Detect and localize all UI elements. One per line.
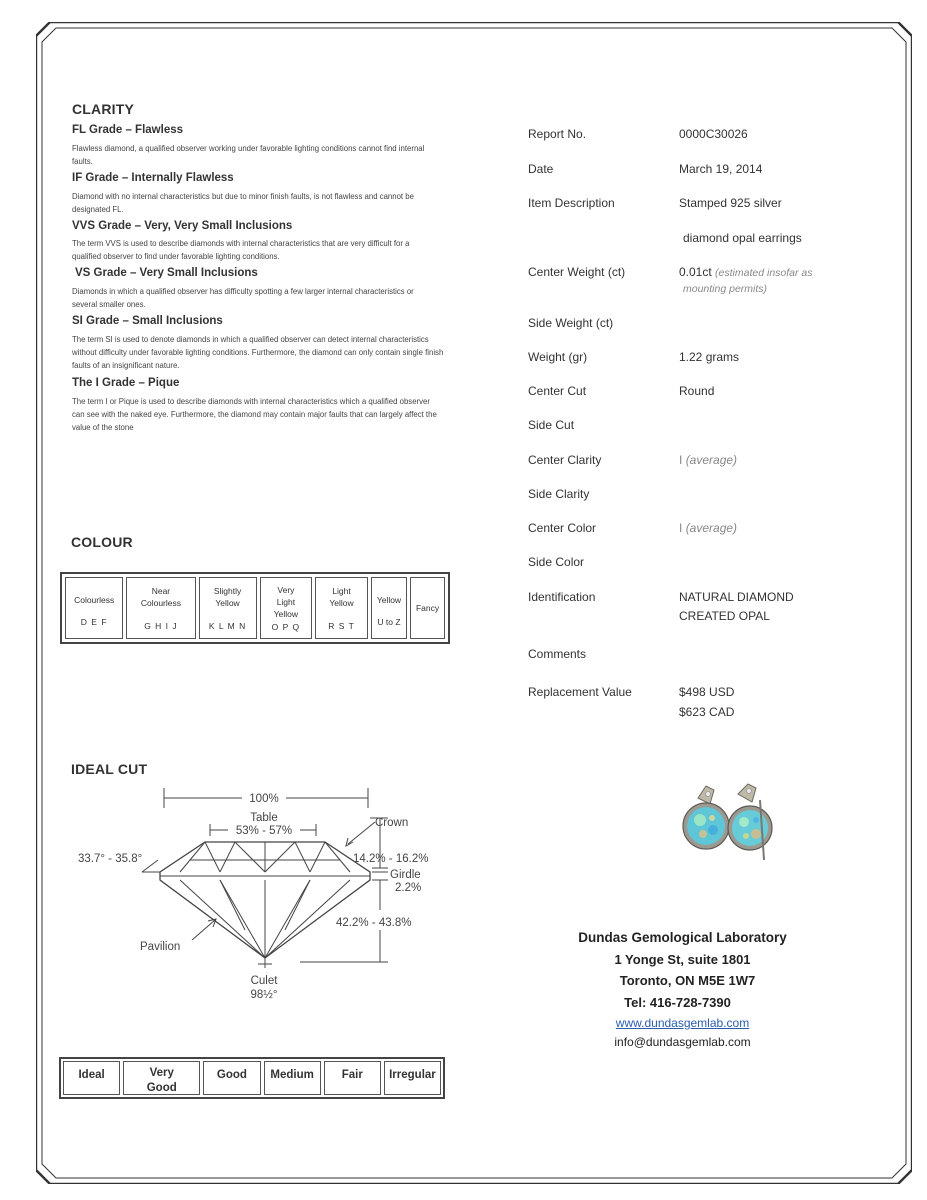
colour-name: Very Light Yellow <box>273 585 299 619</box>
replacement-value-label: Replacement Value <box>528 685 632 699</box>
table-range: 53% - 57% <box>235 825 293 837</box>
ideal-cut-heading: IDEAL CUT <box>71 761 148 777</box>
side-color-label: Side Color <box>528 555 585 569</box>
lab-address-1: 1 Yonge St, suite 1801 <box>614 952 751 967</box>
colour-grades: U to Z <box>377 617 401 627</box>
replacement-value-cad: $623 CAD <box>679 705 735 719</box>
culet-value: 98½° <box>250 989 278 1001</box>
culet-label: Culet <box>250 975 278 987</box>
weight-value: 1.22 grams <box>679 350 740 364</box>
center-weight-value <box>679 265 813 279</box>
table-label: Table <box>250 812 278 824</box>
cut-grade-cell: Ideal <box>63 1061 120 1095</box>
crown-height: 14.2% - 16.2% <box>353 853 429 865</box>
center-clarity-grade: I <box>679 453 683 467</box>
girdle-value: 2.2% <box>395 882 422 894</box>
colour-name: Fancy <box>415 603 440 613</box>
lab-address-2: Toronto, ON M5E 1W7 <box>619 973 756 988</box>
grade-desc-fl: Flawless diamond, a qualified observer working under favorable lighting conditions cannot find internal faults. <box>72 144 425 166</box>
side-weight-label: Side Weight (ct) <box>528 316 614 330</box>
colour-cell-very-light-yellow <box>260 577 313 639</box>
lab-website-link[interactable]: www.dundasgemlab.com <box>615 1016 750 1030</box>
cut-grade-cell: Good <box>203 1061 260 1095</box>
center-color-label: Center Color <box>528 521 597 535</box>
colour-name: Near Colourless <box>140 586 181 608</box>
colour-name: Yellow <box>376 595 402 605</box>
colour-cell-fancy <box>410 577 445 639</box>
cut-grade-scale <box>59 1057 445 1099</box>
colour-cell-slightly-yellow <box>199 577 257 639</box>
replacement-value-usd: $498 USD <box>679 685 735 699</box>
colour-cell-colourless <box>65 577 123 639</box>
pavilion-label: Pavilion <box>140 941 181 953</box>
colour-grades: G H I J <box>144 621 178 631</box>
lab-tel: Tel: 416-728-7390 <box>624 995 731 1010</box>
center-color-grade: I <box>679 521 683 535</box>
grade-desc-si: The term SI is used to denote diamonds in which a qualified observer can detect internal characteristics without difficulty under favorable lighting conditions. Furthermore, the diamond can only contain single finish faults of an insignificant nature. <box>72 335 444 370</box>
earrings-photo <box>676 780 786 875</box>
side-cut-label: Side Cut <box>528 418 575 432</box>
center-clarity-note: (average) <box>685 453 738 467</box>
comments-label: Comments <box>528 647 587 661</box>
grade-desc-if: Diamond with no internal characteristics but due to minor finish faults, is not flawless and cannot be designated FL. <box>72 192 414 214</box>
identification-value: NATURAL DIAMOND <box>679 590 794 604</box>
center-clarity-value <box>679 453 737 467</box>
date-label: Date <box>528 162 554 176</box>
item-description-label: Item Description <box>528 196 615 210</box>
side-clarity-label: Side Clarity <box>528 487 590 501</box>
center-color-note: (average) <box>685 521 738 535</box>
lab-email: info@dundasgemlab.com <box>614 1035 751 1049</box>
colour-grades: O P Q <box>271 622 301 632</box>
center-cut-label: Center Cut <box>528 384 587 398</box>
colour-cell-near-colourless <box>126 577 195 639</box>
grade-title-vs: VS Grade – Very Small Inclusions <box>75 267 258 279</box>
grade-title-vvs: VVS Grade – Very, Very Small Inclusions <box>72 220 293 232</box>
ideal-cut-diagram <box>70 780 460 1005</box>
colour-scale-table <box>60 572 450 644</box>
grade-title-si: SI Grade – Small Inclusions <box>72 315 223 327</box>
grade-desc-vvs: The term VVS is used to describe diamonds with internal characteristics that are very difficult for a qualified observer to find under favorable lighting conditions. <box>72 239 410 261</box>
crown-angle: 33.7° - 35.8° <box>78 853 143 865</box>
lab-name: Dundas Gemological Laboratory <box>578 930 787 945</box>
center-color-value <box>679 521 737 535</box>
report-no-value: 0000C30026 <box>679 127 748 141</box>
colour-name: Light Yellow <box>329 586 354 608</box>
date-value: March 19, 2014 <box>679 162 763 176</box>
cut-grade-cell: Irregular <box>384 1061 441 1095</box>
colour-name: Slightly Yellow <box>213 586 242 608</box>
center-weight-number: 0.01ct <box>679 265 712 279</box>
grade-title-i: The I Grade – Pique <box>72 377 180 389</box>
center-weight-label: Center Weight (ct) <box>528 265 626 279</box>
cut-grade-cell: Very Good <box>123 1061 200 1095</box>
item-description-value-2: diamond opal earrings <box>683 231 802 245</box>
grade-desc-i: The term I or Pique is used to describe diamonds with internal characteristics which a qualified observer can see with the naked eye. Furthermore, the diamond may contain major faults that can largely affect the value of the stone <box>72 397 437 432</box>
colour-grades: K L M N <box>208 621 247 631</box>
center-weight-note-2: mounting permits) <box>683 283 768 295</box>
crown-label: Crown <box>375 817 409 829</box>
pavilion-depth: 42.2% - 43.8% <box>336 917 412 929</box>
cut-grade-cell: Medium <box>264 1061 321 1095</box>
grade-desc-vs: Diamonds in which a qualified observer has difficulty spotting a few larger internal characteristics or several smaller ones. <box>72 287 414 309</box>
weight-label: Weight (gr) <box>528 350 588 364</box>
colour-cell-yellow <box>371 577 407 639</box>
item-description-value: Stamped 925 silver <box>679 196 782 210</box>
colour-grades: D E F <box>80 617 108 627</box>
grade-title-fl: FL Grade – Flawless <box>72 124 184 136</box>
center-weight-note: (estimated insofar as <box>715 267 813 279</box>
center-clarity-label: Center Clarity <box>528 453 602 467</box>
girdle-label: Girdle <box>390 869 421 881</box>
colour-name: Colourless <box>74 595 115 605</box>
colour-grades: R S T <box>328 621 355 631</box>
center-cut-value: Round <box>679 384 715 398</box>
grade-title-if: IF Grade – Internally Flawless <box>72 172 234 184</box>
clarity-heading: CLARITY <box>72 101 135 117</box>
identification-value-2: CREATED OPAL <box>679 609 770 623</box>
identification-label: Identification <box>528 590 596 604</box>
colour-heading: COLOUR <box>71 534 133 550</box>
colour-cell-light-yellow <box>315 577 368 639</box>
report-no-label: Report No. <box>528 127 587 141</box>
cut-grade-cell: Fair <box>324 1061 381 1095</box>
width-label: 100% <box>249 793 279 805</box>
